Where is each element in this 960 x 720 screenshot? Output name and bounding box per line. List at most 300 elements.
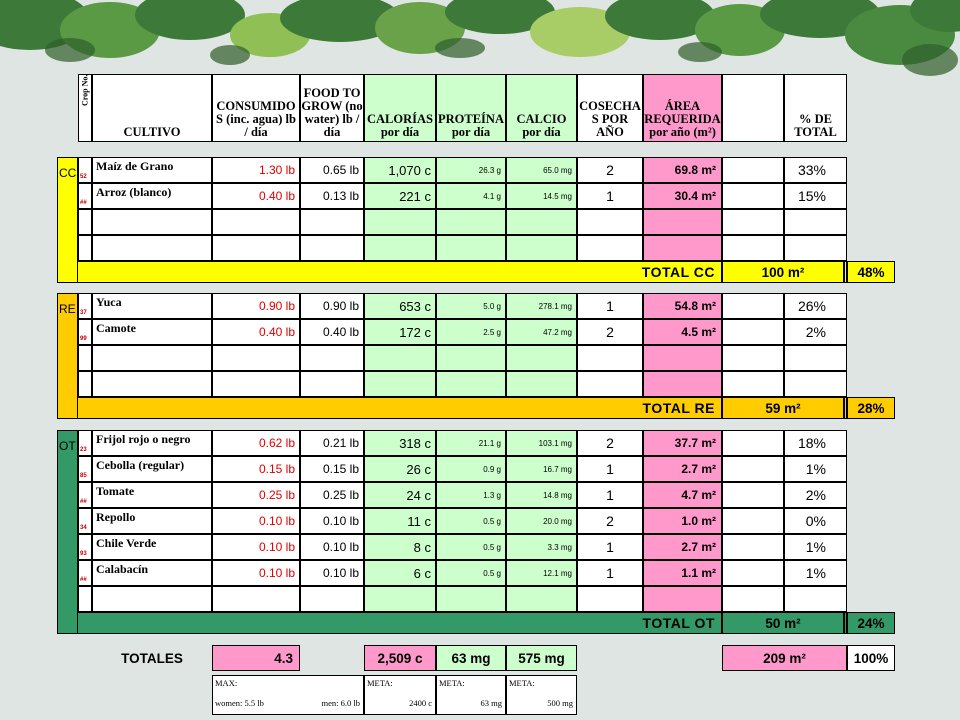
crop-no: 23: [80, 447, 87, 453]
proteina-value-text: 2.5 g: [483, 327, 501, 337]
pct-value: [784, 482, 847, 508]
pct-value: [784, 209, 847, 235]
area-value-text: 2.7 m²: [681, 540, 716, 554]
area-value: [643, 560, 722, 586]
proteina-value-text: 0.5 g: [483, 568, 501, 578]
cosechas-value: [577, 371, 643, 397]
pct-value-text: 33%: [797, 162, 826, 178]
calorias-value: [364, 235, 436, 261]
section-code-re: [57, 293, 78, 419]
header-food-to-grow: [300, 74, 364, 142]
blank-cell: [722, 430, 784, 456]
proteina-value: [436, 430, 506, 456]
section-total-area-text: 100 m²: [761, 264, 805, 280]
meta-proteina-value: 63 mg: [480, 698, 502, 708]
food-to-grow-value-text: 0.21 lb: [322, 436, 359, 450]
proteina-value: [436, 560, 506, 586]
calcio-value: [506, 319, 577, 345]
pct-value-text: 1%: [805, 539, 826, 555]
calcio-value-text: 14.5 mg: [543, 191, 572, 201]
pct-value-text: 0%: [805, 513, 826, 529]
pct-value: [784, 319, 847, 345]
proteina-value: [436, 235, 506, 261]
header-calcio-text: CALCIO por día: [516, 112, 567, 139]
crop-name-text: Calabacín: [96, 562, 149, 576]
crop-no-cell: [78, 157, 92, 183]
calorias-value: [364, 319, 436, 345]
totales-proteina: [436, 645, 506, 671]
calcio-value: [506, 430, 577, 456]
calcio-value-text: 20.0 mg: [543, 516, 572, 526]
food-to-grow-value-text: 0.25 lb: [322, 488, 359, 502]
food-to-grow-value-text: 0.90 lb: [322, 299, 359, 313]
crop-no-cell: [78, 534, 92, 560]
cosechas-value-text: 1: [606, 565, 614, 581]
crop-no: 37: [80, 310, 87, 316]
proteina-value: [436, 293, 506, 319]
blank-cell: [722, 293, 784, 319]
calorias-value: [364, 456, 436, 482]
section-total-label: [78, 612, 722, 634]
cosechas-value-text: 1: [606, 461, 614, 477]
crop-no: 52: [80, 174, 87, 180]
header-crop-no: [78, 74, 92, 142]
food-to-grow-value-text: 0.10 lb: [322, 566, 359, 580]
proteina-value: [436, 371, 506, 397]
calcio-value-text: 103.1 mg: [538, 438, 572, 448]
area-value: [643, 534, 722, 560]
crop-name-text: Maíz de Grano: [96, 159, 174, 173]
crop-name-text: Repollo: [96, 510, 136, 524]
cosechas-value-text: 2: [606, 324, 614, 340]
header-area-text: ÁREA REQUERIDA por año (m²): [644, 99, 721, 139]
pct-value-text: 15%: [797, 188, 826, 204]
proteina-value: [436, 482, 506, 508]
section-total-pct-text: 24%: [857, 615, 885, 631]
header-proteina-text: PROTEÍNA por día: [438, 112, 504, 139]
header-area: [643, 74, 722, 142]
crop-no-cell: [78, 209, 92, 235]
meta-calorias-cell: [364, 675, 436, 715]
food-to-grow-value: [300, 183, 364, 209]
consumido-value: [212, 345, 300, 371]
cosechas-value: [577, 430, 643, 456]
area-value: [643, 345, 722, 371]
pct-value-text: 26%: [797, 298, 826, 314]
header-consumido-text: CONSUMIDO S (inc. agua) lb / día: [216, 99, 296, 139]
area-value: [643, 586, 722, 612]
meta-calcio-cell: [506, 675, 577, 715]
area-value-text: 30.4 m²: [674, 189, 716, 203]
header-calorias: [364, 74, 436, 142]
crop-name: [92, 157, 212, 183]
area-value: [643, 293, 722, 319]
blank-cell: [722, 508, 784, 534]
header-calorias-text: CALORÍAS por día: [367, 112, 433, 139]
food-to-grow-value: [300, 209, 364, 235]
consumido-value-text: 0.40 lb: [258, 189, 295, 203]
crop-name: [92, 235, 212, 261]
section-code-cc: [57, 157, 78, 283]
cosechas-value: [577, 456, 643, 482]
crop-no: ##: [80, 499, 87, 505]
header-cultivo: [92, 74, 212, 142]
totales-calcio: [506, 645, 577, 671]
cosechas-value-text: 1: [606, 298, 614, 314]
calcio-value: [506, 293, 577, 319]
cosechas-value: [577, 345, 643, 371]
header-pct-total: [784, 74, 847, 142]
calcio-value: [506, 508, 577, 534]
meta-max-women: women: 5.5 lb: [215, 698, 264, 708]
cosechas-value-text: 1: [606, 539, 614, 555]
proteina-value-text: 0.5 g: [483, 516, 501, 526]
totales-consumido-text: 4.3: [274, 650, 293, 666]
cosechas-value: [577, 560, 643, 586]
consumido-value: [212, 209, 300, 235]
proteina-value-text: 1.3 g: [483, 490, 501, 500]
area-value: [643, 183, 722, 209]
calcio-value-text: 14.8 mg: [543, 490, 572, 500]
header-pct-total-text: % DE TOTAL: [794, 112, 837, 139]
proteina-value: [436, 508, 506, 534]
pct-value: [784, 430, 847, 456]
area-value: [643, 456, 722, 482]
consumido-value: [212, 293, 300, 319]
crop-name: [92, 560, 212, 586]
crop-no-cell: [78, 430, 92, 456]
food-to-grow-value: [300, 371, 364, 397]
pct-value: [784, 235, 847, 261]
pct-value: [784, 183, 847, 209]
crop-no-cell: [78, 293, 92, 319]
area-value-text: 4.7 m²: [681, 488, 716, 502]
header-calcio: [506, 74, 577, 142]
calcio-value-text: 47.2 mg: [543, 327, 572, 337]
cosechas-value-text: 2: [606, 513, 614, 529]
calorias-value-text: 318 c: [399, 435, 431, 451]
calorias-value: [364, 482, 436, 508]
consumido-value: [212, 508, 300, 534]
cosechas-value: [577, 508, 643, 534]
calorias-value: [364, 209, 436, 235]
food-to-grow-value: [300, 534, 364, 560]
cosechas-value: [577, 235, 643, 261]
pct-value: [784, 157, 847, 183]
area-value-text: 54.8 m²: [674, 299, 716, 313]
calcio-value-text: 16.7 mg: [543, 464, 572, 474]
header-cultivo-text: CULTIVO: [123, 125, 181, 139]
crop-no: ##: [80, 200, 87, 206]
area-value: [643, 371, 722, 397]
section-code-ot-text: OT: [59, 439, 76, 453]
crop-name: [92, 534, 212, 560]
meta-max-cell: [212, 675, 364, 715]
cosechas-value: [577, 534, 643, 560]
calorias-value: [364, 183, 436, 209]
meta-max-men: men: 6.0 lb: [321, 698, 360, 708]
totales-proteina-text: 63 mg: [451, 650, 491, 666]
calorias-value-text: 653 c: [399, 298, 431, 314]
proteina-value-text: 5.0 g: [483, 301, 501, 311]
crop-name: [92, 319, 212, 345]
crop-name: [92, 586, 212, 612]
section-code-ot: [57, 430, 78, 634]
consumido-value: [212, 371, 300, 397]
section-total-pct-text: 28%: [857, 400, 885, 416]
crop-name: [92, 482, 212, 508]
crop-no-cell: [78, 183, 92, 209]
crop-no-cell: [78, 456, 92, 482]
meta-proteina-label: META:: [439, 678, 465, 688]
food-to-grow-value-text: 0.15 lb: [322, 462, 359, 476]
cosechas-value: [577, 319, 643, 345]
section-total-label-text: TOTAL OT: [642, 615, 715, 631]
cosechas-value-text: 1: [606, 188, 614, 204]
proteina-value-text: 0.9 g: [483, 464, 501, 474]
consumido-value-text: 0.15 lb: [258, 462, 295, 476]
totales-calorias: [364, 645, 436, 671]
area-value: [643, 319, 722, 345]
crop-no-cell: [78, 319, 92, 345]
section-total-area: [722, 612, 844, 634]
consumido-value: [212, 586, 300, 612]
header-proteina: [436, 74, 506, 142]
section-total-label: [78, 397, 722, 419]
crop-name: [92, 183, 212, 209]
header-cosechas: [577, 74, 643, 142]
pct-value: [784, 534, 847, 560]
blank-cell: [722, 183, 784, 209]
meta-proteina-cell: [436, 675, 506, 715]
crop-name: [92, 209, 212, 235]
header-blank-1: [722, 74, 784, 142]
proteina-value: [436, 183, 506, 209]
calcio-value-text: 65.0 mg: [543, 165, 572, 175]
consumido-value-text: 0.90 lb: [258, 299, 295, 313]
area-value-text: 1.1 m²: [681, 566, 716, 580]
crop-no: 93: [80, 551, 87, 557]
pct-value: [784, 456, 847, 482]
consumido-value: [212, 534, 300, 560]
food-to-grow-value: [300, 456, 364, 482]
crop-no-cell: [78, 371, 92, 397]
section-total-label-text: TOTAL CC: [641, 264, 715, 280]
meta-calorias-value: 2400 c: [409, 698, 432, 708]
crop-name: [92, 345, 212, 371]
cosechas-value: [577, 183, 643, 209]
blank-cell: [722, 157, 784, 183]
calcio-value-text: 3.3 mg: [547, 542, 572, 552]
proteina-value: [436, 157, 506, 183]
calorias-value-text: 6 c: [413, 565, 431, 581]
proteina-value: [436, 586, 506, 612]
crop-name: [92, 508, 212, 534]
section-total-area-text: 50 m²: [765, 615, 801, 631]
proteina-value: [436, 456, 506, 482]
meta-calcio-label: META:: [509, 678, 535, 688]
food-to-grow-value-text: 0.10 lb: [322, 514, 359, 528]
totales-label-text: TOTALES: [121, 650, 183, 666]
cosechas-value-text: 1: [606, 487, 614, 503]
totales-area: [722, 645, 847, 671]
area-value-text: 4.5 m²: [681, 325, 716, 339]
calcio-value: [506, 534, 577, 560]
crop-name: [92, 430, 212, 456]
pct-value: [784, 345, 847, 371]
proteina-value: [436, 534, 506, 560]
totales-area-text: 209 m²: [763, 650, 806, 666]
pct-value-text: 18%: [797, 435, 826, 451]
calcio-value: [506, 482, 577, 508]
area-value-text: 69.8 m²: [674, 163, 716, 177]
pct-value-text: 1%: [805, 461, 826, 477]
crop-no: 34: [80, 525, 87, 531]
food-to-grow-value-text: 0.10 lb: [322, 540, 359, 554]
area-value: [643, 157, 722, 183]
crop-no: 99: [80, 336, 87, 342]
totales-consumido: [212, 645, 300, 671]
consumido-value: [212, 482, 300, 508]
consumido-value: [212, 157, 300, 183]
blank-cell: [722, 560, 784, 586]
crop-no-cell: [78, 345, 92, 371]
crop-name-text: Tomate: [96, 484, 135, 498]
calorias-value-text: 221 c: [399, 188, 431, 204]
blank-cell: [722, 456, 784, 482]
food-to-grow-value: [300, 482, 364, 508]
crop-no: 85: [80, 473, 87, 479]
calcio-value: [506, 456, 577, 482]
pct-value: [784, 371, 847, 397]
section-total-area: [722, 397, 844, 419]
consumido-value-text: 0.10 lb: [258, 566, 295, 580]
calcio-value: [506, 371, 577, 397]
food-to-grow-value-text: 0.40 lb: [322, 325, 359, 339]
calorias-value: [364, 586, 436, 612]
cosechas-value-text: 2: [606, 162, 614, 178]
pct-value: [784, 508, 847, 534]
food-to-grow-value: [300, 345, 364, 371]
section-total-label-text: TOTAL RE: [642, 400, 715, 416]
crop-no: ##: [80, 577, 87, 583]
pct-value: [784, 560, 847, 586]
cosechas-value: [577, 586, 643, 612]
proteina-value-text: 21.1 g: [478, 438, 501, 448]
pct-value-text: 2%: [805, 324, 826, 340]
proteina-value-text: 4.1 g: [483, 191, 501, 201]
blank-cell: [722, 482, 784, 508]
proteina-value: [436, 209, 506, 235]
food-to-grow-value: [300, 586, 364, 612]
crop-name: [92, 293, 212, 319]
calorias-value-text: 24 c: [406, 487, 431, 503]
consumido-value-text: 0.62 lb: [258, 436, 295, 450]
calorias-value-text: 11 c: [407, 513, 431, 529]
consumido-value: [212, 319, 300, 345]
crop-name-text: Frijol rojo o negro: [96, 432, 191, 446]
blank-cell: [722, 371, 784, 397]
blank-cell: [722, 586, 784, 612]
section-code-re-text: RE: [59, 302, 76, 316]
section-total-pct: [847, 261, 895, 283]
calorias-value-text: 1,070 c: [388, 162, 431, 178]
calorias-value: [364, 534, 436, 560]
pct-value-text: 2%: [805, 487, 826, 503]
consumido-value-text: 0.40 lb: [258, 325, 295, 339]
calcio-value: [506, 586, 577, 612]
header-consumido: [212, 74, 300, 142]
header-cosechas-text: COSECHA S POR AÑO: [579, 99, 641, 139]
blank-cell: [722, 319, 784, 345]
meta-max-label: MAX:: [215, 678, 238, 688]
totales-label: [92, 645, 212, 671]
consumido-value: [212, 235, 300, 261]
cosechas-value: [577, 157, 643, 183]
calorias-value-text: 8 c: [413, 539, 431, 555]
calorias-value: [364, 371, 436, 397]
totales-calcio-text: 575 mg: [518, 650, 565, 666]
calorias-value: [364, 345, 436, 371]
calcio-value-text: 12.1 mg: [543, 568, 572, 578]
food-to-grow-value: [300, 157, 364, 183]
section-total-pct: [847, 612, 895, 634]
calcio-value: [506, 157, 577, 183]
calorias-value: [364, 293, 436, 319]
proteina-value-text: 0.5 g: [483, 542, 501, 552]
section-total-pct-text: 48%: [857, 264, 885, 280]
food-to-grow-value: [300, 560, 364, 586]
consumido-value: [212, 430, 300, 456]
meta-calorias-label: META:: [367, 678, 393, 688]
crop-no-cell: [78, 560, 92, 586]
cosechas-value: [577, 482, 643, 508]
section-total-pct: [847, 397, 895, 419]
crop-name: [92, 371, 212, 397]
calorias-value: [364, 430, 436, 456]
consumido-value-text: 0.10 lb: [258, 514, 295, 528]
proteina-value: [436, 345, 506, 371]
area-value-text: 2.7 m²: [681, 462, 716, 476]
calcio-value: [506, 560, 577, 586]
calorias-value-text: 172 c: [399, 324, 431, 340]
area-value-text: 1.0 m²: [681, 514, 716, 528]
blank-cell: [722, 345, 784, 371]
meta-calcio-value: 500 mg: [547, 698, 573, 708]
cosechas-value: [577, 209, 643, 235]
area-value: [643, 430, 722, 456]
cosechas-value: [577, 293, 643, 319]
food-to-grow-value: [300, 235, 364, 261]
section-total-area: [722, 261, 844, 283]
area-value: [643, 508, 722, 534]
proteina-value: [436, 319, 506, 345]
blank-cell: [722, 209, 784, 235]
crop-name-text: Chile Verde: [96, 536, 157, 550]
calorias-value: [364, 508, 436, 534]
food-to-grow-value-text: 0.65 lb: [322, 163, 359, 177]
totales-pct-text: 100%: [853, 650, 889, 666]
consumido-value-text: 1.30 lb: [258, 163, 295, 177]
consumido-value: [212, 560, 300, 586]
consumido-value: [212, 183, 300, 209]
calcio-value: [506, 209, 577, 235]
meta-max-values: [215, 698, 363, 708]
crop-name-text: Camote: [96, 321, 136, 335]
section-total-label: [78, 261, 722, 283]
crop-name-text: Cebolla (regular): [96, 458, 185, 472]
blank-cell: [722, 534, 784, 560]
